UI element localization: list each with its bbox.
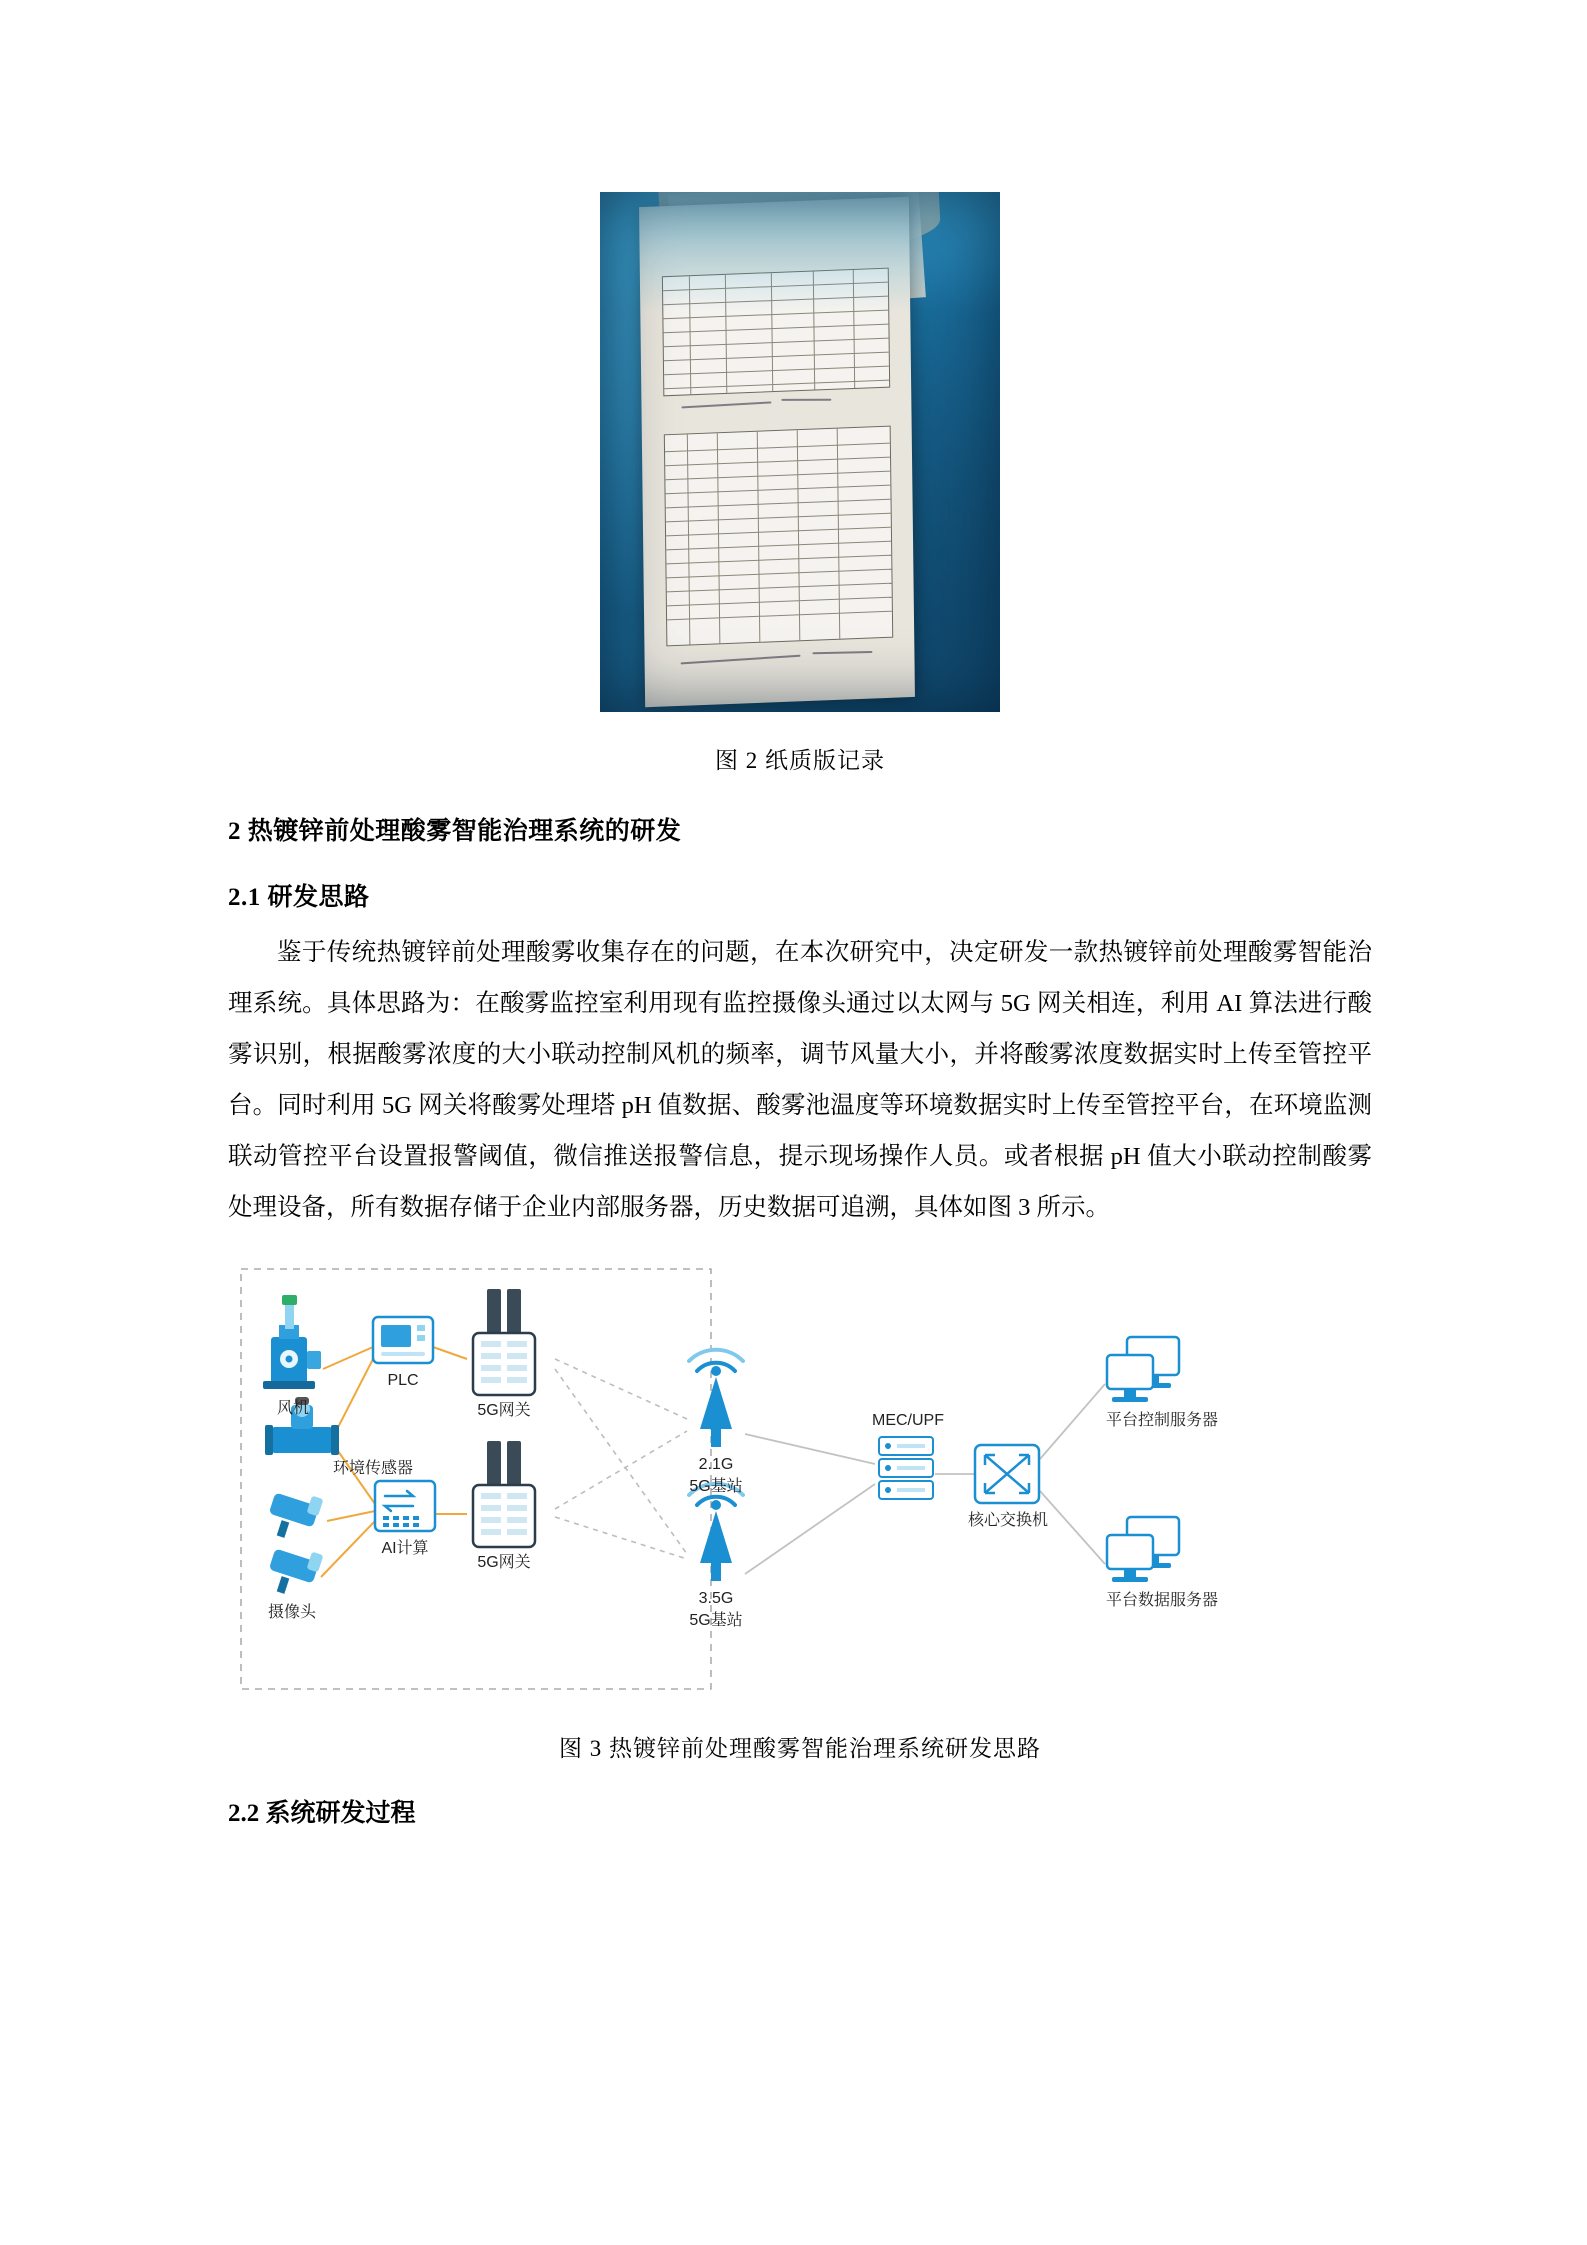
core-switch-icon [975, 1445, 1039, 1503]
diagram-label-mec-upf: MEC/UPF [872, 1412, 944, 1429]
plc-icon [373, 1317, 433, 1363]
diagram-label-gateway-top: 5G网关 [477, 1402, 531, 1419]
diagram-label-bs21-freq: 2.1G [698, 1456, 734, 1473]
diagram-label-gateway-bottom: 5G网关 [477, 1554, 531, 1571]
base-station-icon-21g [689, 1350, 743, 1447]
diagram-label-platform-control-server: 平台控制服务器 [1105, 1412, 1218, 1429]
diagram-label-platform-data-server: 平台数据服务器 [1105, 1592, 1218, 1609]
5g-gateway-icon-bottom [473, 1441, 535, 1547]
paper-record-photo [600, 192, 1000, 712]
camera-icon-2 [269, 1548, 324, 1593]
diagram-label-plc: PLC [387, 1372, 419, 1389]
figure-2-caption: 图 2 纸质版记录 [715, 748, 885, 773]
figure-paper-record [228, 192, 1372, 712]
camera-icon-1 [269, 1492, 324, 1537]
figure-3-caption: 图 3 热镀锌前处理酸雾智能治理系统研发思路 [559, 1736, 1041, 1761]
diagram-label-core-switch: 核心交换机 [967, 1512, 1048, 1529]
diagram-label-ai-compute: AI计算 [381, 1540, 429, 1557]
diagram-label-camera: 摄像头 [267, 1604, 316, 1621]
diagram-label-env-sensor: 环境传感器 [332, 1460, 413, 1477]
diagram-label-bs21: 5G基站 [689, 1478, 743, 1495]
fan-icon [263, 1295, 321, 1389]
section-2-2-heading: 2.2 系统研发过程 [228, 1800, 416, 1827]
ai-compute-icon [375, 1481, 435, 1531]
diagram-canvas [235, 1259, 1365, 1714]
platform-control-server-icon [1107, 1337, 1179, 1402]
platform-data-server-icon [1107, 1517, 1179, 1582]
diagram-label-bs35-freq: 3.5G [698, 1590, 734, 1607]
section-2-heading: 2 热镀锌前处理酸雾智能治理系统的研发 [228, 818, 682, 845]
section-2-1-heading: 2.1 研发思路 [228, 884, 370, 911]
diagram-label-fan: 风机 [276, 1400, 309, 1417]
figure-architecture-diagram [228, 1259, 1372, 1714]
diagram-label-bs35: 5G基站 [689, 1612, 743, 1629]
5g-gateway-icon-top [473, 1289, 535, 1395]
diagram-svg [235, 1259, 1365, 1714]
base-station-icon-35g [689, 1484, 743, 1581]
mec-upf-icon [879, 1437, 933, 1499]
section-2-1-paragraph: 鉴于传统热镀锌前处理酸雾收集存在的问题，在本次研究中，决定研发一款热镀锌前处理酸雾智能治理系统。具体思路为：在酸雾监控室利用现有监控摄像头通过以太网与 5G 网关相连，利用 AI 算法进行酸雾识别，根据酸雾浓度的大小联动控制风机的频率，调节风量大小，并将酸雾浓度数据实时上传至管控平台。同时利用 5G 网关将酸雾处理塔 pH 值数据、酸雾池温度等环境数据实时上传至管控平台，在环境监测联动管控平台设置报警阈值，微信推送报警信息，提示现场操作人员。或者根据 pH 值大小联动控制酸雾处理设备，所有数据存储于企业内部服务器，历史数据可追溯，具体如图 3 所示。 [228, 939, 1372, 1221]
photo-vignette [600, 192, 1000, 712]
